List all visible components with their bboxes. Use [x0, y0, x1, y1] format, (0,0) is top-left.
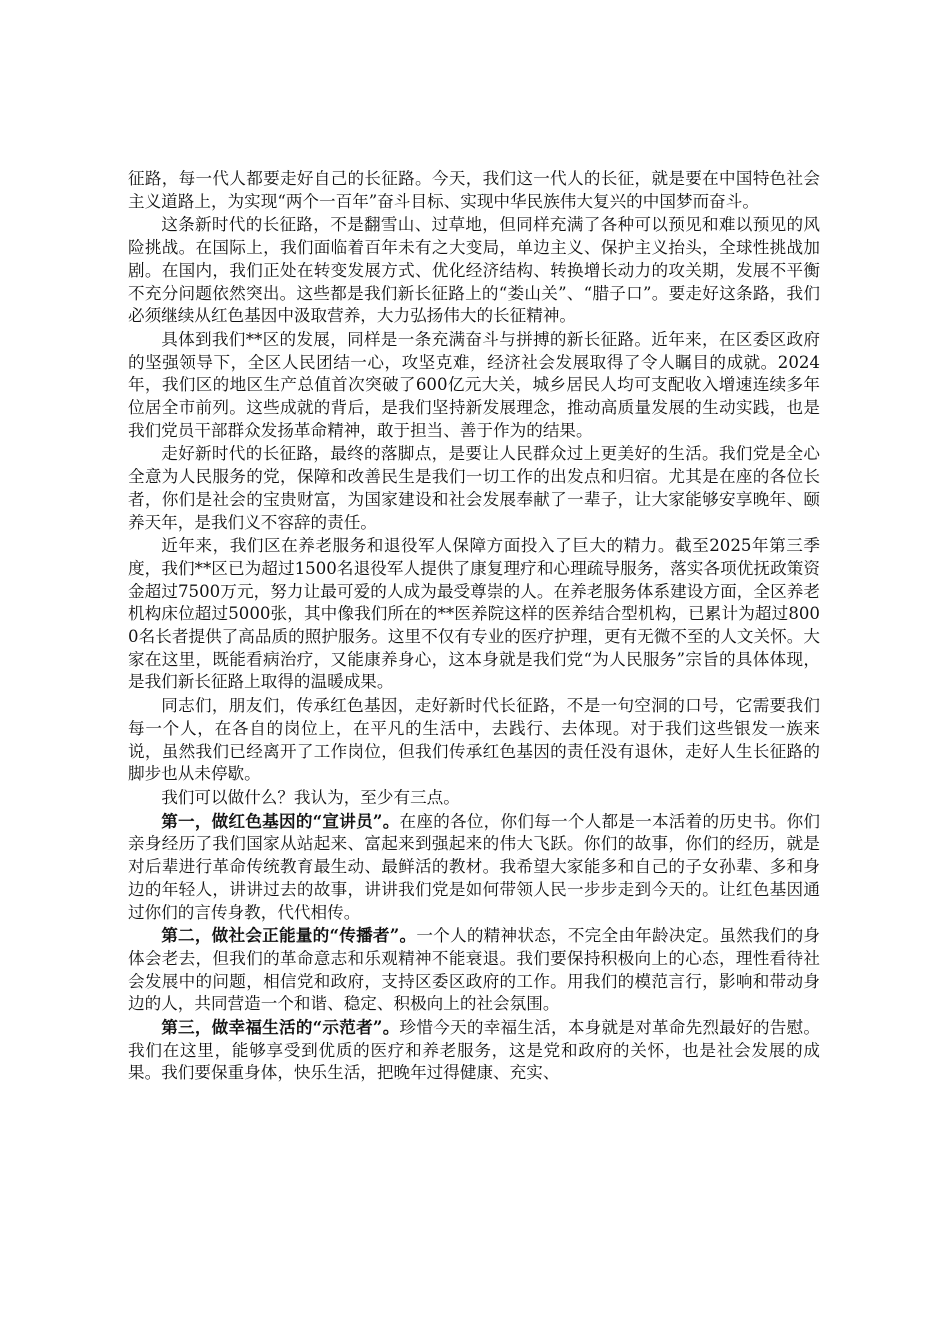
paragraph-text: 近年来，我们区在养老服务和退役军人保障方面投入了巨大的精力。截至2025年第三季度，我们**区已为超过1500名退役军人提供了康复理疗和心理疏导服务，落实各项优抚政策资金超过7500万元，努力让最可爱的人成为最受尊崇的人。在养老服务体系建设方面，全区养老机构床位超过5000张，其中像我们所在的**医养院这样的医养结合型机构，已累计为超过8000名长者提供了高品质的照护服务。这里不仅有专业的医疗护理，更有无微不至的人文关怀。大家在这里，既能看病治疗，又能康养身心，这本身就是我们党“为人民服务”宗旨的具体体现，是我们新长征路上取得的温暖成果。	[128, 536, 820, 692]
paragraph-lead: 第一，做红色基因的“宣讲员”。	[161, 810, 400, 831]
paragraph-lead: 第三，做幸福生活的“示范者”。	[161, 1017, 400, 1038]
paragraph-text: 走好新时代的长征路，最终的落脚点，是要让人民群众过上更美好的生活。我们党是全心全意为人民服务的党，保障和改善民生是我们一切工作的出发点和归宿。尤其是在座的各位长者，你们是社会的宝贵财富，为国家建设和社会发展奉献了一辈子，让大家能够安享晚年、颐养天年，是我们义不容辞的责任。	[128, 444, 820, 532]
paragraph-text: 珍惜今天的幸福生活，本身就是对革命先烈最好的告慰。我们在这里，能够享受到优质的医疗和养老服务，这是党和政府的关怀，也是社会发展的成果。我们要保重身体，快乐生活，把晚年过得健康、充实、	[128, 1018, 821, 1083]
paragraph-continuation	[128, 167, 820, 213]
paragraph-text: 我们可以做什么？我认为，至少有三点。	[161, 787, 460, 807]
paragraph-text: 征路，每一代人都要走好自己的长征路。今天，我们这一代人的长征，就是要在中国特色社会主义道路上，为实现“两个一百年”奋斗目标、实现中华民族伟大复兴的中国梦而奋斗。	[128, 169, 820, 211]
paragraph-three-points-intro	[128, 786, 820, 810]
paragraph-point-one	[128, 810, 820, 925]
paragraph-point-two	[128, 924, 820, 1016]
paragraph-call-to-action	[128, 694, 820, 786]
paragraph-text: 这条新时代的长征路，不是翻雪山、过草地，但同样充满了各种可以预见和难以预见的风险挑战。在国际上，我们面临着百年未有之大变局，单边主义、保护主义抬头，全球性挑战加剧。在国内，我们正处在转变发展方式、优化经济结构、转换增长动力的攻关期，发展不平衡不充分问题依然突出。这些都是我们新长征路上的“娄山关”、“腊子口”。要走好这条路，我们必须继续从红色基因中汲取营养，大力弘扬伟大的长征精神。	[128, 215, 820, 326]
paragraph-elderly-veteran-services	[128, 534, 820, 694]
paragraph-text: 具体到我们**区的发展，同样是一条充满奋斗与拼搏的新长征路。近年来，在区委区政府的坚强领导下，全区人民团结一心，攻坚克难，经济社会发展取得了令人瞩目的成就。2024年，我们区的地区生产总值首次突破了600亿元大关，城乡居民人均可支配收入增速连续多年位居全市前列。这些成就的背后，是我们坚持新发展理念，推动高质量发展的生动实践，也是我们党员干部群众发扬革命精神，敢于担当、善于作为的结果。	[128, 329, 820, 440]
document-page	[128, 167, 820, 1085]
paragraph-point-three	[128, 1016, 820, 1085]
paragraph-lead: 第二，做社会正能量的“传播者”。	[161, 925, 417, 946]
paragraph-text: 在座的各位，你们每一个人都是一本活着的历史书。你们亲身经历了我们国家从站起来、富起来到强起来的伟大飞跃。你们的故事，你们的经历，就是对后辈进行革命传统教育最生动、最鲜活的教材。我希望大家能多和自己的子女孙辈、多和身边的年轻人，讲讲过去的故事，讲讲我们党是如何带领人民一步步走到今天的。让红色基因通过你们的言传身教，代代相传。	[128, 811, 821, 922]
paragraph-text: 一个人的精神状态，不完全由年龄决定。虽然我们的身体会老去，但我们的革命意志和乐观精神不能衰退。我们要保持积极向上的心态，理性看待社会发展中的问题，相信党和政府，支持区委区政府的工作。用我们的模范言行，影响和带动身边的人，共同营造一个和谐、稳定、积极向上的社会氛围。	[128, 926, 821, 1014]
paragraph-text: 同志们，朋友们，传承红色基因，走好新时代长征路，不是一句空洞的口号，它需要我们每一个人，在各自的岗位上，在平凡的生活中，去践行、去体现。对于我们这些银发一族来说，虽然我们已经离开了工作岗位，但我们传承红色基因的责任没有退休，走好人生长征路的脚步也从未停歇。	[128, 696, 820, 784]
paragraph-district-development	[128, 328, 820, 443]
paragraph-people-livelihood	[128, 442, 820, 534]
paragraph-new-long-march-challenges	[128, 213, 820, 328]
